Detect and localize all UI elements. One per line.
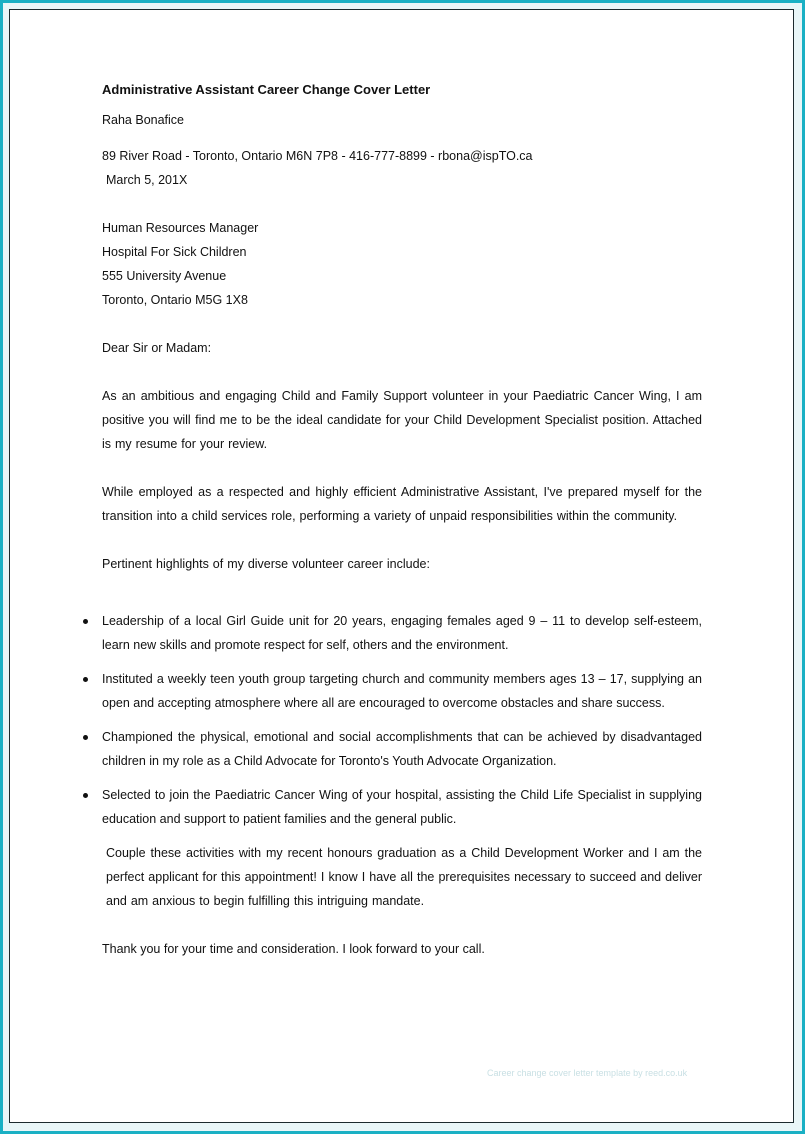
list-item — [102, 667, 702, 715]
sender-contact: 89 River Road - Toronto, Ontario M6N 7P8 - 416-777-8899 - rbona@ispTO.ca — [102, 149, 533, 163]
cover-letter — [102, 80, 702, 961]
sender-name: Raha Bonafice — [102, 113, 185, 127]
highlights-list — [102, 609, 702, 831]
recipient-organization: Hospital For Sick Children — [102, 245, 247, 259]
list-item-text: Championed the physical, emotional and social accomplishments that can be achieved by disadvantaged children in my role as a Child Advocate for Toronto's Youth Advocate Organization. — [102, 730, 702, 768]
list-item — [102, 609, 702, 657]
bullet-icon — [83, 677, 88, 682]
sign-off: Thank you for your time and consideration. I look forward to your call. — [102, 942, 485, 956]
bullet-icon — [83, 619, 88, 624]
recipient-city: Toronto, Ontario M5G 1X8 — [102, 293, 248, 307]
bullet-icon — [83, 793, 88, 798]
list-item — [102, 783, 702, 831]
recipient-street: 555 University Avenue — [102, 269, 227, 283]
paragraph-experience: While employed as a respected and highly efficient Administrative Assistant, I've prepared myself for the transition into a child services role, performing a variety of unpaid responsibilities within the community. — [102, 485, 702, 523]
letter-date: March 5, 201X — [106, 173, 188, 187]
recipient-title: Human Resources Manager — [102, 221, 259, 235]
list-item — [102, 725, 702, 773]
watermark: Career change cover letter template by reed.co.uk — [487, 1068, 688, 1078]
list-item-text: Leadership of a local Girl Guide unit for 20 years, engaging females aged 9 – 11 to develop self-esteem, learn new skills and promote respect for self, others and the environment. — [102, 614, 702, 652]
document-title: Administrative Assistant Career Change Cover Letter — [102, 82, 431, 97]
list-item-text: Instituted a weekly teen youth group targeting church and community members ages 13 – 17, supplying an open and accepting atmosphere where all are encouraged to overcome obstacles and share success. — [102, 672, 702, 710]
salutation: Dear Sir or Madam: — [102, 341, 212, 355]
paragraph-closing: Couple these activities with my recent honours graduation as a Child Development Worker and I am the perfect applicant for this appointment! I know I have all the prerequisites necessary to succeed and deliver and am anxious to begin fulfilling this intriguing mandate. — [106, 846, 702, 908]
paragraph-highlights-intro: Pertinent highlights of my diverse volunteer career include: — [102, 557, 430, 571]
list-item-text: Selected to join the Paediatric Cancer Wing of your hospital, assisting the Child Life Specialist in supplying education and support to patient families and the general public. — [102, 788, 702, 826]
bullet-icon — [83, 735, 88, 740]
paragraph-intro: As an ambitious and engaging Child and Family Support volunteer in your Paediatric Cancer Wing, I am positive you will find me to be the ideal candidate for your Child Development Specialist position. Attached is my resume for your review. — [102, 389, 702, 451]
